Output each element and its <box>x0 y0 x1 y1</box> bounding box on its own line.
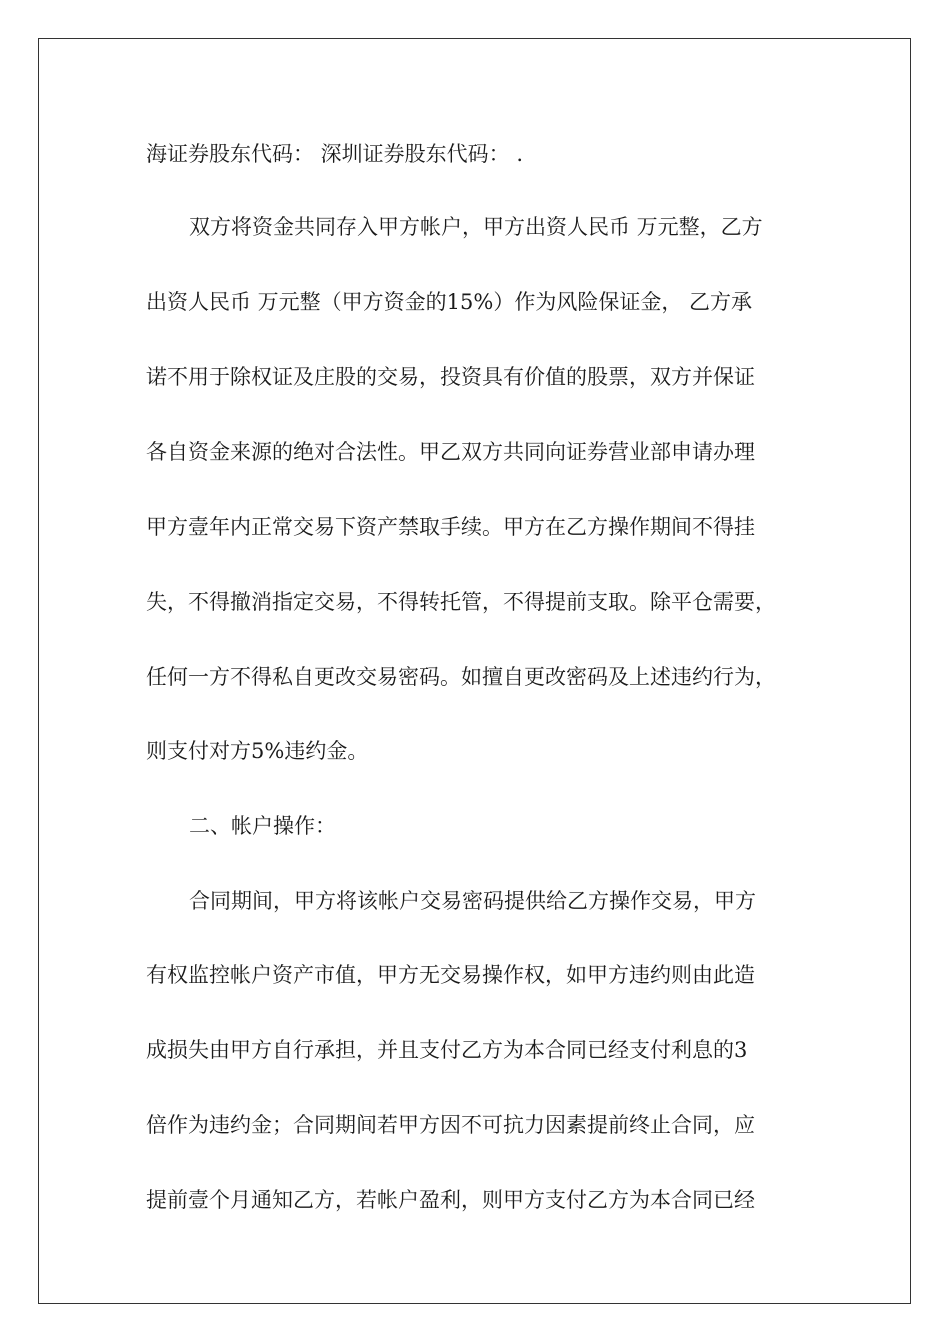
text-line: 成损失由甲方自行承担，并且支付乙方为本合同已经支付利息的3 <box>146 1038 748 1062</box>
text-line: 诺不用于除权证及庄股的交易，投资具有价值的股票，双方并保证 <box>146 365 755 389</box>
text-line: 各自资金来源的绝对合法性。甲乙双方共同向证券营业部申请办理 <box>146 440 755 464</box>
text-line: 提前壹个月通知乙方，若帐户盈利，则甲方支付乙方为本合同已经 <box>146 1188 755 1212</box>
paragraph-first-line: 合同期间，甲方将该帐户交易密码提供给乙方操作交易，甲方 <box>189 889 756 913</box>
text-line: 有权监控帐户资产市值，甲方无交易操作权，如甲方违约则由此造 <box>146 963 755 987</box>
text-line: 任何一方不得私自更改交易密码。如擅自更改密码及上述违约行为， <box>146 665 776 689</box>
section-heading: 二、帐户操作： <box>189 814 336 838</box>
text-line: 则支付对方5%违约金。 <box>146 739 369 763</box>
text-line: 失，不得撤消指定交易，不得转托管，不得提前支取。除平仓需要， <box>146 590 776 614</box>
text-line: 出资人民币 万元整（甲方资金的15%）作为风险保证金， 乙方承 <box>146 290 753 314</box>
text-line: 甲方壹年内正常交易下资产禁取手续。甲方在乙方操作期间不得挂 <box>146 515 755 539</box>
paragraph-first-line: 双方将资金共同存入甲方帐户，甲方出资人民币 万元整，乙方 <box>189 215 763 239</box>
text-line: 海证券股东代码： 深圳证券股东代码： . <box>146 142 524 166</box>
text-line: 倍作为违约金；合同期间若甲方因不可抗力因素提前终止合同，应 <box>146 1113 755 1137</box>
